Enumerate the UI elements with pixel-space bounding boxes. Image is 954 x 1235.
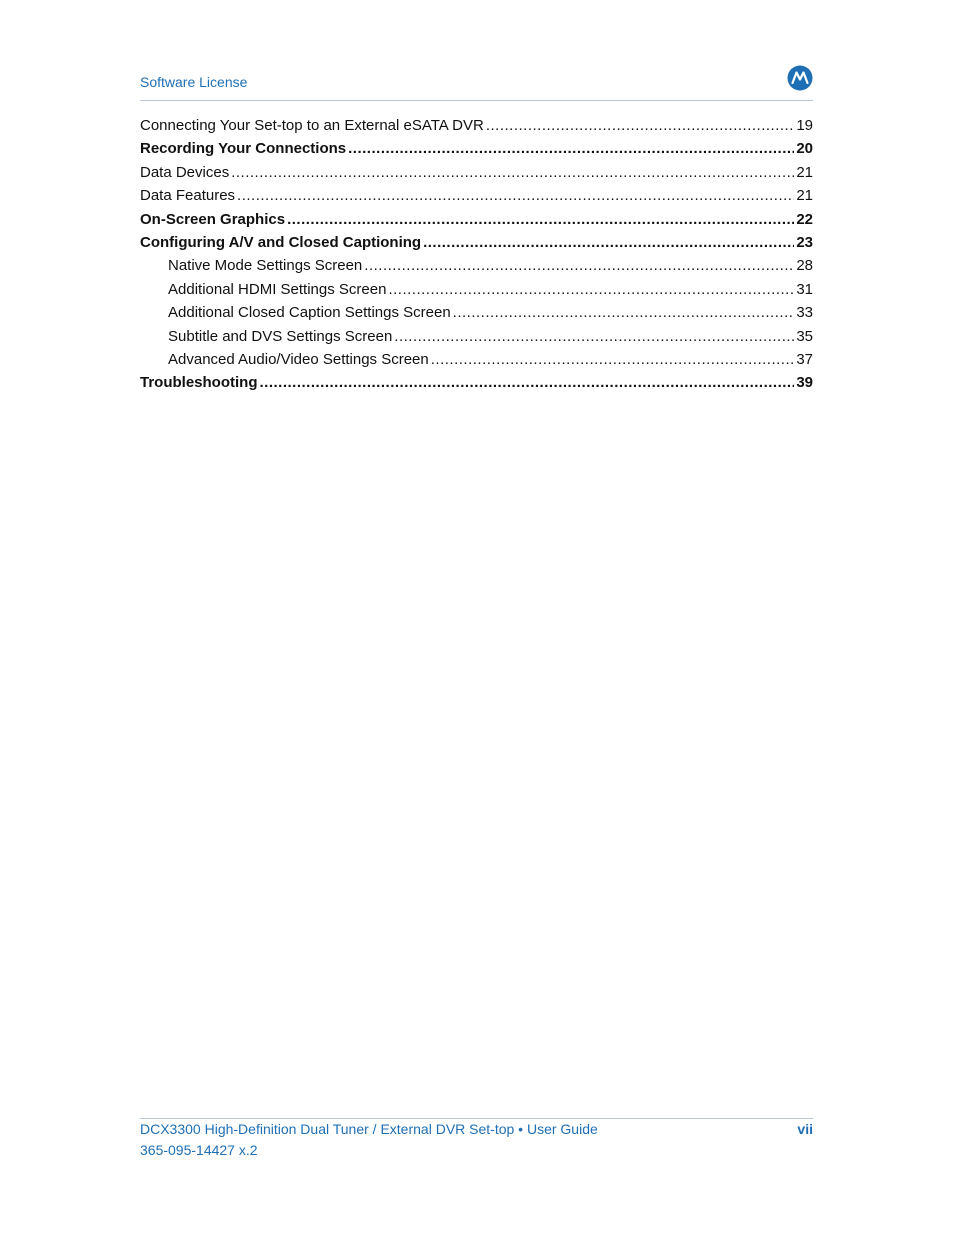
toc-entry-title: Connecting Your Set-top to an External eSATA DVR	[140, 117, 484, 134]
toc-entry-title: Troubleshooting	[140, 374, 258, 392]
toc-dot-leader	[287, 208, 794, 231]
page-header	[140, 62, 813, 101]
toc-dot-leader	[348, 137, 794, 160]
toc-entry-page: 33	[796, 304, 813, 322]
toc-dot-leader	[260, 371, 795, 394]
toc-entry[interactable]	[140, 184, 813, 207]
toc-entry-title: Additional HDMI Settings Screen	[168, 280, 387, 298]
toc-entry-page: 23	[796, 233, 813, 251]
toc-entry-page: 28	[796, 257, 813, 275]
toc-entry-page: 37	[796, 350, 813, 368]
toc-entry-title: Subtitle and DVS Settings Screen	[168, 327, 393, 345]
toc-entry-title: Data Features	[140, 187, 236, 205]
toc-entry-page: 31	[796, 280, 813, 298]
toc-entry[interactable]	[140, 348, 813, 371]
toc-entry-title: Native Mode Settings Screen	[168, 257, 363, 275]
toc-entry[interactable]	[140, 137, 813, 160]
motorola-logo-icon	[787, 65, 813, 91]
toc-entry[interactable]	[140, 371, 813, 394]
toc-entry-page: 21	[796, 187, 813, 205]
footer-page-number: vii	[797, 1121, 813, 1137]
toc-entry-page: 35	[796, 327, 813, 345]
toc-dot-leader	[364, 254, 794, 277]
toc-dot-leader	[423, 231, 794, 254]
toc-entry-title: Data Devices	[140, 163, 230, 181]
toc-entry-page: 20	[796, 140, 813, 158]
toc-entry-page: 21	[796, 163, 813, 181]
toc-entry-page: 22	[796, 210, 813, 228]
toc-entry-title: Additional Closed Caption Settings Screen	[168, 304, 451, 322]
toc-entry[interactable]	[140, 114, 813, 137]
toc-dot-leader	[394, 325, 794, 348]
toc-entry[interactable]	[140, 278, 813, 301]
toc-dot-leader	[486, 114, 794, 137]
toc-entry-page: 39	[796, 374, 813, 392]
toc-entry-page: 19	[796, 117, 813, 134]
toc-entry[interactable]	[140, 231, 813, 254]
toc-entry-title: Configuring A/V and Closed Captioning	[140, 233, 422, 251]
toc-entry[interactable]	[140, 208, 813, 231]
toc-dot-leader	[388, 278, 794, 301]
footer-doc-number: 365-095-14427 x.2	[140, 1142, 258, 1158]
toc-dot-leader	[231, 161, 794, 184]
page-footer	[140, 1118, 813, 1158]
table-of-contents	[140, 114, 813, 395]
toc-entry-title: On-Screen Graphics	[140, 210, 286, 228]
toc-entry-title: Recording Your Connections	[140, 140, 347, 158]
footer-doc-title: DCX3300 High-Definition Dual Tuner / External DVR Set-top • User Guide	[140, 1121, 598, 1137]
toc-dot-leader	[453, 301, 795, 324]
toc-entry[interactable]	[140, 325, 813, 348]
toc-entry[interactable]	[140, 301, 813, 324]
toc-entry[interactable]	[140, 254, 813, 277]
toc-dot-leader	[237, 184, 794, 207]
toc-entry[interactable]	[140, 161, 813, 184]
toc-dot-leader	[431, 348, 795, 371]
header-title: Software License	[140, 74, 248, 90]
toc-entry-title: Advanced Audio/Video Settings Screen	[168, 350, 429, 368]
